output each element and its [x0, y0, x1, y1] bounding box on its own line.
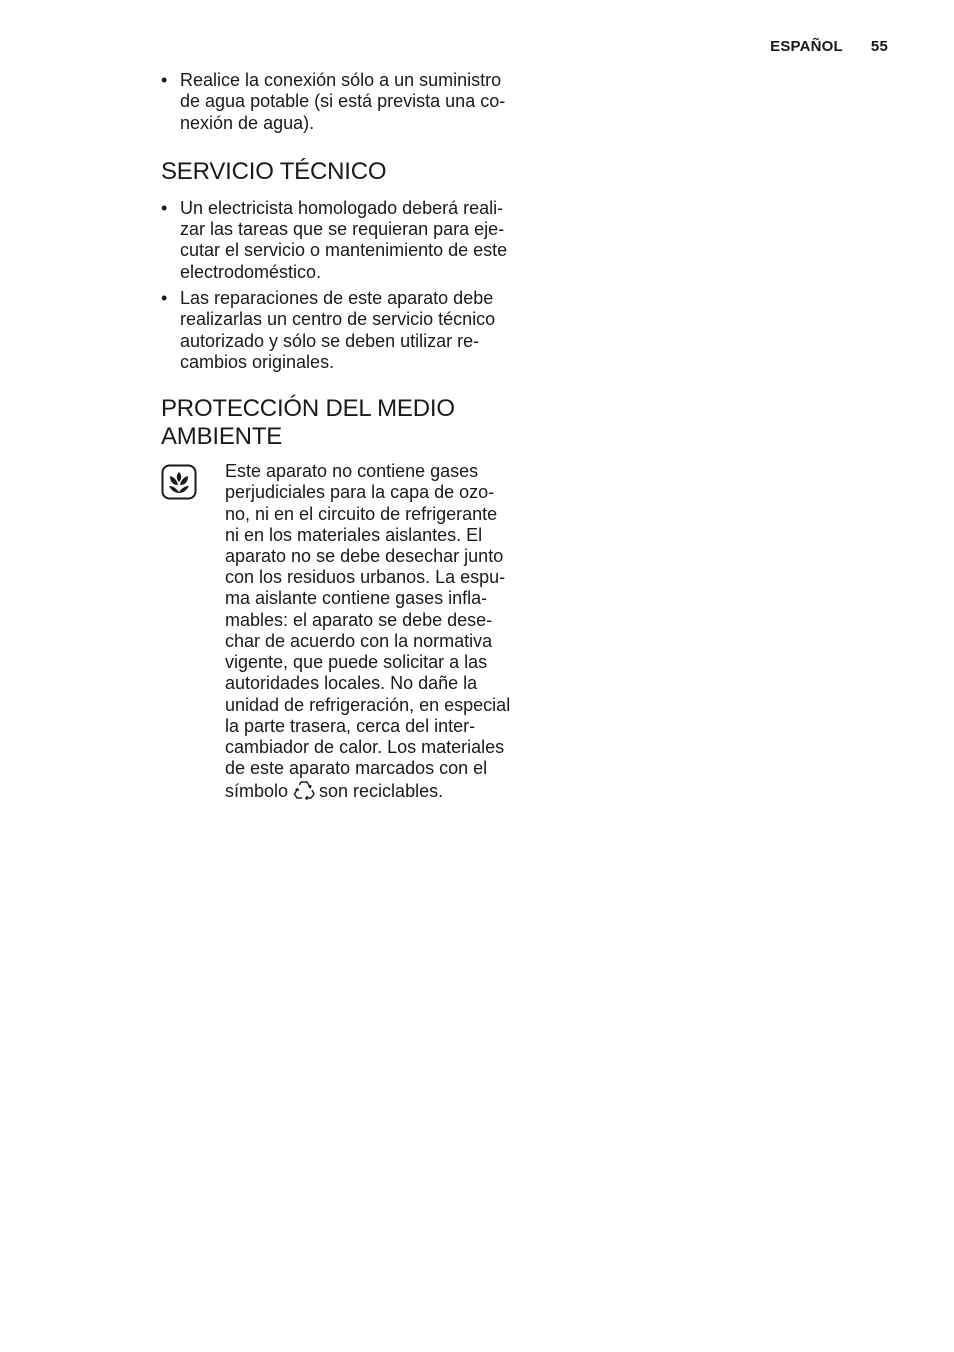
environment-text-after-symbol: son reciclables. [319, 781, 444, 802]
section-heading-servicio-tecnico: SERVICIO TÉCNICO [161, 157, 387, 185]
environment-text: Este aparato no contiene gases perjudiciales para la capa de ozo- no, ni en el circuito de refrigerante ni en los materiales aislantes. El aparato no se debe desechar junto con los residuos urbanos. La espu- ma aislante contiene gases infla- mables: el aparato se debe dese- char de acuerdo con la normativa vigente, que puede solicitar a las autoridades locales. No dañe la unidad de refrigeración, en especial la parte trasera, cerca del inter- cambiador de calor. Los materiales de este aparato marcados con el [225, 461, 511, 779]
eco-flower-icon [161, 464, 197, 500]
content-column [161, 70, 521, 803]
list-item: • Las reparaciones de este aparato debe realizarlas un centro de servicio técnico autorizado y sólo se deben utilizar re- cambios originales. [161, 288, 521, 373]
header-language: ESPAÑOL [770, 38, 843, 55]
environment-text-before-symbol: símbolo [225, 781, 289, 802]
page-number: 55 [870, 38, 888, 55]
list-item: • Realice la conexión sólo a un suministro de agua potable (si está prevista una co- nexión de agua). [161, 70, 521, 134]
list-item: • Un electricista homologado deberá reali- zar las tareas que se requieran para eje- cutar el servicio o mantenimiento de este electrodoméstico. [161, 198, 521, 283]
environment-paragraph [225, 461, 521, 802]
service-list [161, 198, 521, 373]
recycle-icon [293, 779, 315, 801]
environment-block [161, 461, 521, 802]
section-heading-proteccion-medio-ambiente: PROTECCIÓN DEL MEDIO AMBIENTE [161, 395, 455, 451]
page-header [770, 38, 888, 55]
intro-list [161, 70, 521, 134]
